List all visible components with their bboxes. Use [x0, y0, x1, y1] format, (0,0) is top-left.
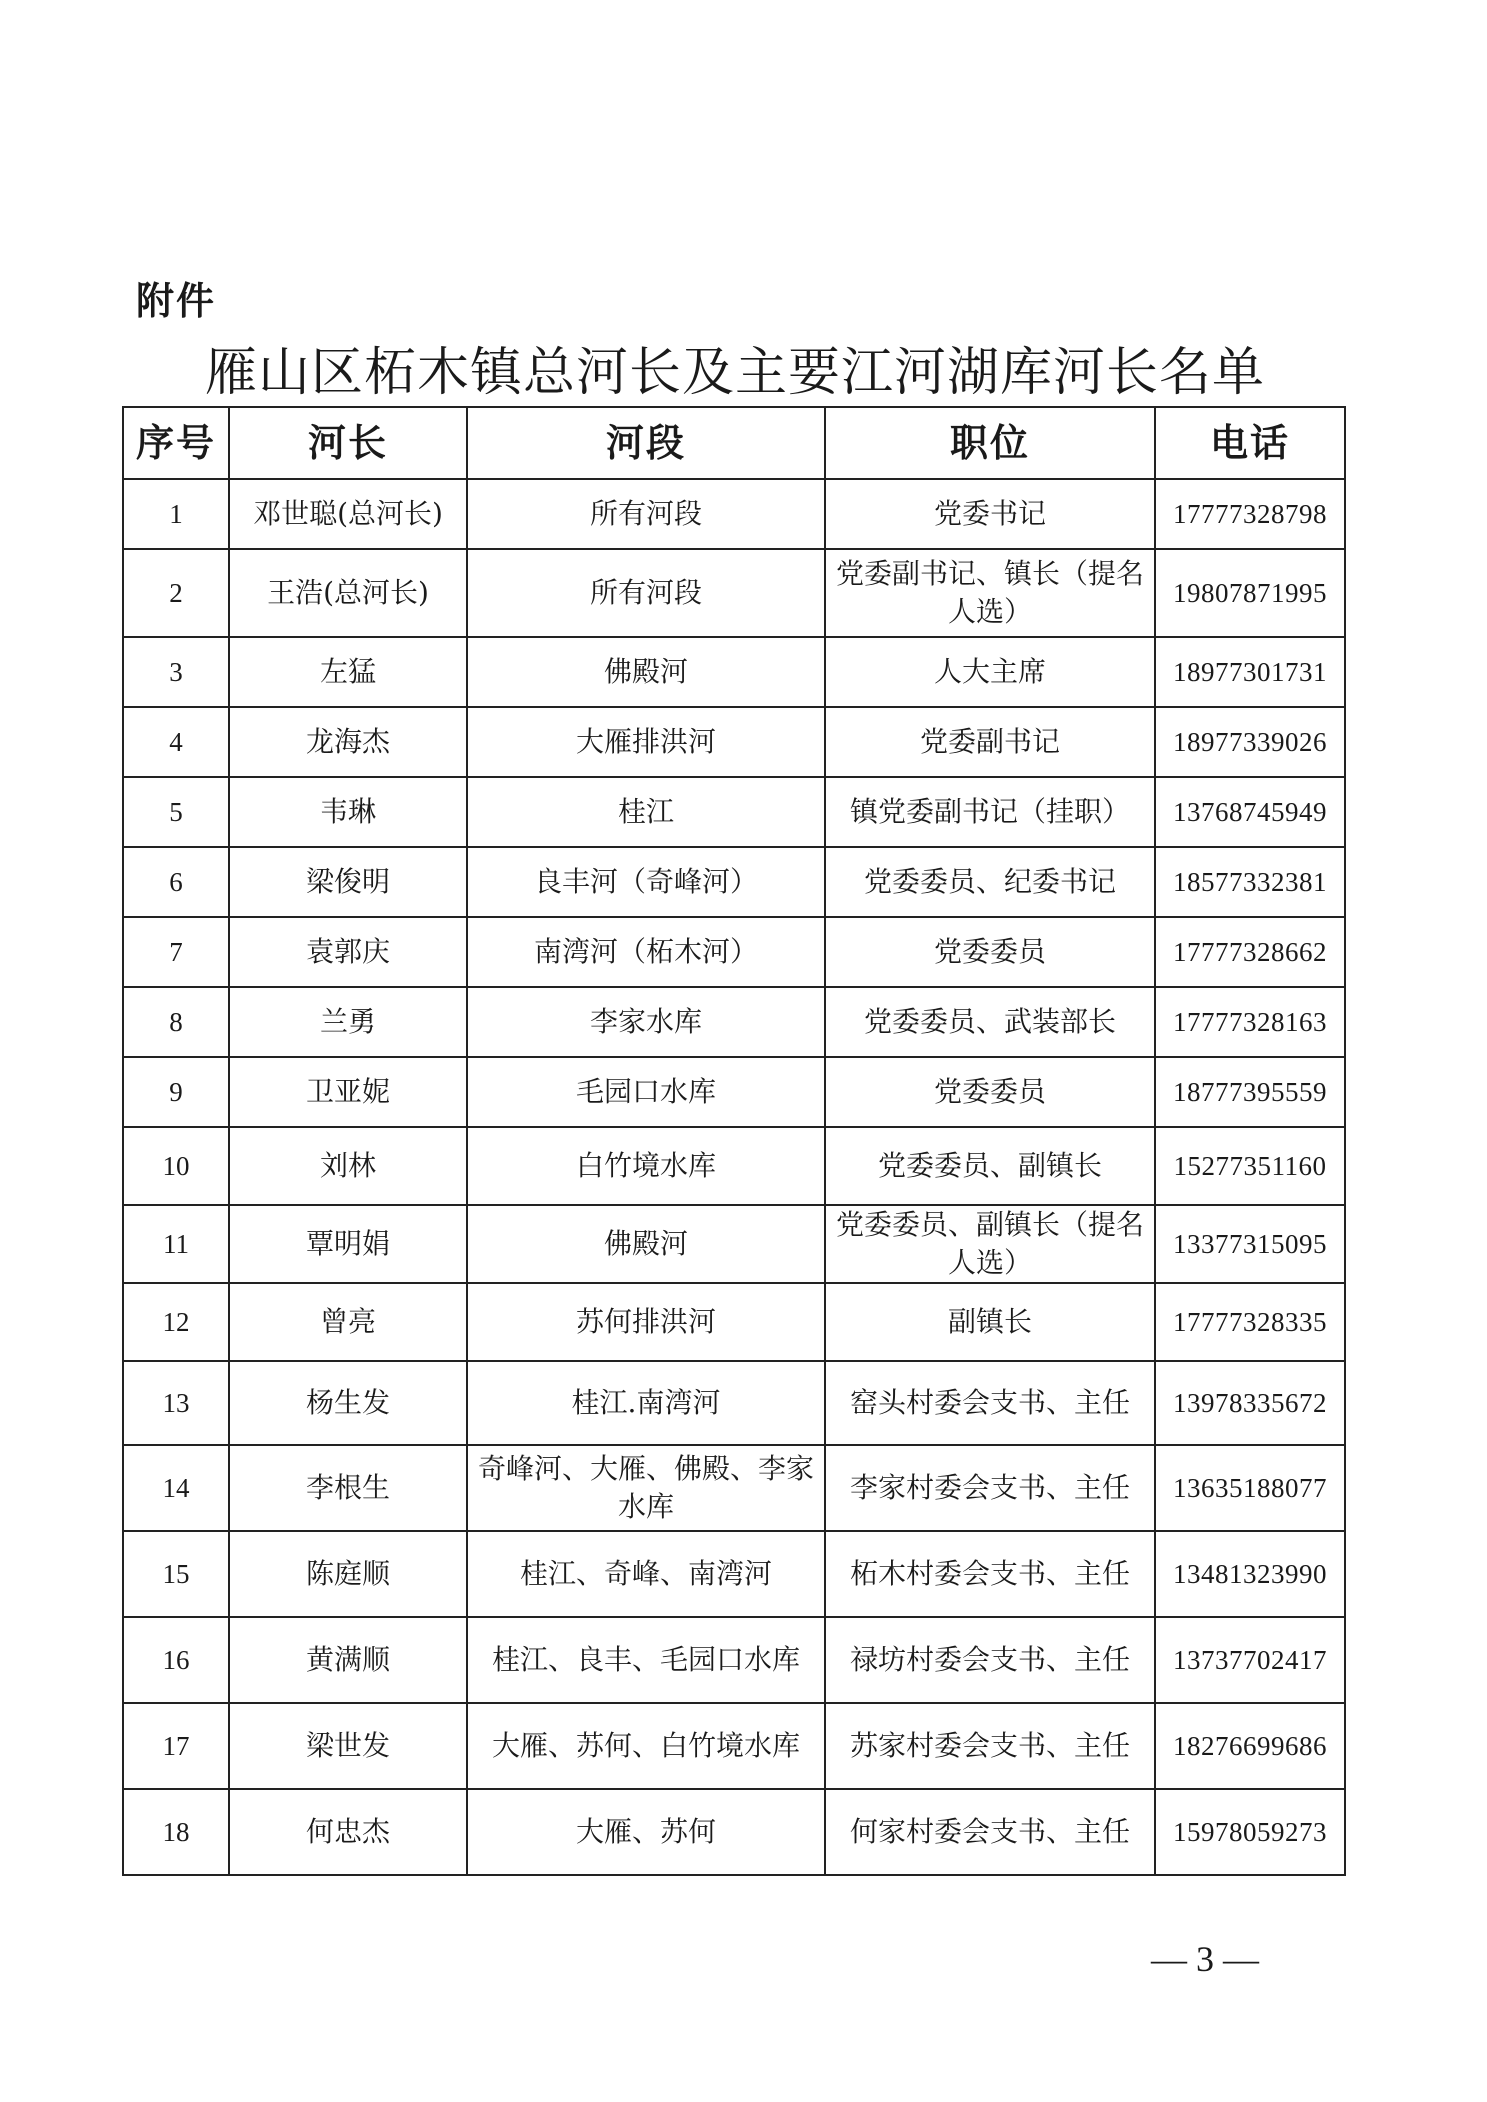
cell-phone: 15277351160 [1155, 1127, 1345, 1205]
cell-phone: 17777328163 [1155, 987, 1345, 1057]
cell-position: 党委副书记 [825, 707, 1155, 777]
cell-section: 大雁排洪河 [467, 707, 825, 777]
cell-position: 何家村委会支书、主任 [825, 1789, 1155, 1875]
cell-index: 18 [123, 1789, 229, 1875]
cell-position: 党委委员、副镇长 [825, 1127, 1155, 1205]
cell-section: 南湾河（柘木河） [467, 917, 825, 987]
cell-position: 党委委员、副镇长（提名人选） [825, 1205, 1155, 1283]
cell-index: 1 [123, 479, 229, 549]
table-row [123, 707, 1345, 777]
table-row [123, 549, 1345, 637]
table-body [123, 479, 1345, 1875]
cell-position: 党委委员 [825, 1057, 1155, 1127]
cell-chief: 邓世聪(总河长) [229, 479, 467, 549]
cell-chief: 梁俊明 [229, 847, 467, 917]
cell-index: 5 [123, 777, 229, 847]
header-index: 序号 [123, 407, 229, 479]
cell-index: 3 [123, 637, 229, 707]
cell-index: 11 [123, 1205, 229, 1283]
cell-index: 8 [123, 987, 229, 1057]
table-row [123, 1283, 1345, 1361]
table-row [123, 917, 1345, 987]
cell-index: 16 [123, 1617, 229, 1703]
table-row [123, 1127, 1345, 1205]
cell-chief: 梁世发 [229, 1703, 467, 1789]
cell-position: 苏家村委会支书、主任 [825, 1703, 1155, 1789]
cell-position: 李家村委会支书、主任 [825, 1445, 1155, 1531]
cell-phone: 17777328662 [1155, 917, 1345, 987]
cell-section: 所有河段 [467, 549, 825, 637]
header-position: 职位 [825, 407, 1155, 479]
cell-section: 桂江.南湾河 [467, 1361, 825, 1445]
cell-index: 13 [123, 1361, 229, 1445]
cell-phone: 15978059273 [1155, 1789, 1345, 1875]
table-row [123, 1789, 1345, 1875]
cell-index: 10 [123, 1127, 229, 1205]
cell-section: 佛殿河 [467, 1205, 825, 1283]
cell-section: 桂江、奇峰、南湾河 [467, 1531, 825, 1617]
cell-index: 2 [123, 549, 229, 637]
cell-phone: 18577332381 [1155, 847, 1345, 917]
cell-chief: 袁郭庆 [229, 917, 467, 987]
table-row [123, 1531, 1345, 1617]
cell-phone: 13978335672 [1155, 1361, 1345, 1445]
cell-index: 15 [123, 1531, 229, 1617]
cell-phone: 18977339026 [1155, 707, 1345, 777]
page-title: 雁山区柘木镇总河长及主要江河湖库河长名单 [204, 343, 1265, 403]
cell-position: 柘木村委会支书、主任 [825, 1531, 1155, 1617]
cell-phone: 18977301731 [1155, 637, 1345, 707]
table-row [123, 1445, 1345, 1531]
cell-index: 12 [123, 1283, 229, 1361]
cell-phone: 17777328335 [1155, 1283, 1345, 1361]
header-row [123, 407, 1345, 479]
cell-section: 苏何排洪河 [467, 1283, 825, 1361]
cell-section: 所有河段 [467, 479, 825, 549]
cell-position: 镇党委副书记（挂职） [825, 777, 1155, 847]
cell-chief: 黄满顺 [229, 1617, 467, 1703]
cell-position: 党委委员、武装部长 [825, 987, 1155, 1057]
cell-section: 桂江、良丰、毛园口水库 [467, 1617, 825, 1703]
cell-phone: 13737702417 [1155, 1617, 1345, 1703]
cell-phone: 18777395559 [1155, 1057, 1345, 1127]
cell-chief: 陈庭顺 [229, 1531, 467, 1617]
cell-position: 党委副书记、镇长（提名人选） [825, 549, 1155, 637]
cell-position: 窑头村委会支书、主任 [825, 1361, 1155, 1445]
cell-index: 6 [123, 847, 229, 917]
cell-chief: 何忠杰 [229, 1789, 467, 1875]
cell-phone: 13768745949 [1155, 777, 1345, 847]
cell-section: 大雁、苏何 [467, 1789, 825, 1875]
cell-phone: 13481323990 [1155, 1531, 1345, 1617]
cell-phone: 13377315095 [1155, 1205, 1345, 1283]
cell-section: 李家水库 [467, 987, 825, 1057]
cell-section: 良丰河（奇峰河） [467, 847, 825, 917]
cell-index: 14 [123, 1445, 229, 1531]
cell-chief: 李根生 [229, 1445, 467, 1531]
cell-section: 佛殿河 [467, 637, 825, 707]
cell-chief: 王浩(总河长) [229, 549, 467, 637]
cell-chief: 龙海杰 [229, 707, 467, 777]
table-row [123, 1617, 1345, 1703]
cell-section: 毛园口水库 [467, 1057, 825, 1127]
cell-index: 9 [123, 1057, 229, 1127]
cell-chief: 杨生发 [229, 1361, 467, 1445]
cell-section: 奇峰河、大雁、佛殿、李家水库 [467, 1445, 825, 1531]
table-row [123, 1361, 1345, 1445]
cell-section: 大雁、苏何、白竹境水库 [467, 1703, 825, 1789]
table-row [123, 1703, 1345, 1789]
cell-phone: 19807871995 [1155, 549, 1345, 637]
cell-chief: 曾亮 [229, 1283, 467, 1361]
table-row [123, 847, 1345, 917]
cell-chief: 左猛 [229, 637, 467, 707]
cell-index: 17 [123, 1703, 229, 1789]
header-phone: 电话 [1155, 407, 1345, 479]
table-header [123, 407, 1345, 479]
cell-chief: 覃明娟 [229, 1205, 467, 1283]
page-number: — 3 — [1151, 1939, 1259, 1979]
cell-position: 党委委员、纪委书记 [825, 847, 1155, 917]
cell-position: 副镇长 [825, 1283, 1155, 1361]
table-row [123, 637, 1345, 707]
table-row [123, 1057, 1345, 1127]
cell-index: 4 [123, 707, 229, 777]
river-chief-table [122, 406, 1346, 1876]
cell-chief: 刘林 [229, 1127, 467, 1205]
cell-chief: 卫亚妮 [229, 1057, 467, 1127]
header-section: 河段 [467, 407, 825, 479]
cell-position: 人大主席 [825, 637, 1155, 707]
table-row [123, 777, 1345, 847]
cell-section: 桂江 [467, 777, 825, 847]
attachment-label: 附件 [136, 279, 217, 323]
cell-phone: 17777328798 [1155, 479, 1345, 549]
cell-section: 白竹境水库 [467, 1127, 825, 1205]
cell-phone: 18276699686 [1155, 1703, 1345, 1789]
cell-index: 7 [123, 917, 229, 987]
cell-phone: 13635188077 [1155, 1445, 1345, 1531]
table-row [123, 1205, 1345, 1283]
cell-chief: 兰勇 [229, 987, 467, 1057]
cell-position: 禄坊村委会支书、主任 [825, 1617, 1155, 1703]
cell-chief: 韦琳 [229, 777, 467, 847]
table-row [123, 479, 1345, 549]
cell-position: 党委委员 [825, 917, 1155, 987]
header-chief: 河长 [229, 407, 467, 479]
cell-position: 党委书记 [825, 479, 1155, 549]
table-row [123, 987, 1345, 1057]
